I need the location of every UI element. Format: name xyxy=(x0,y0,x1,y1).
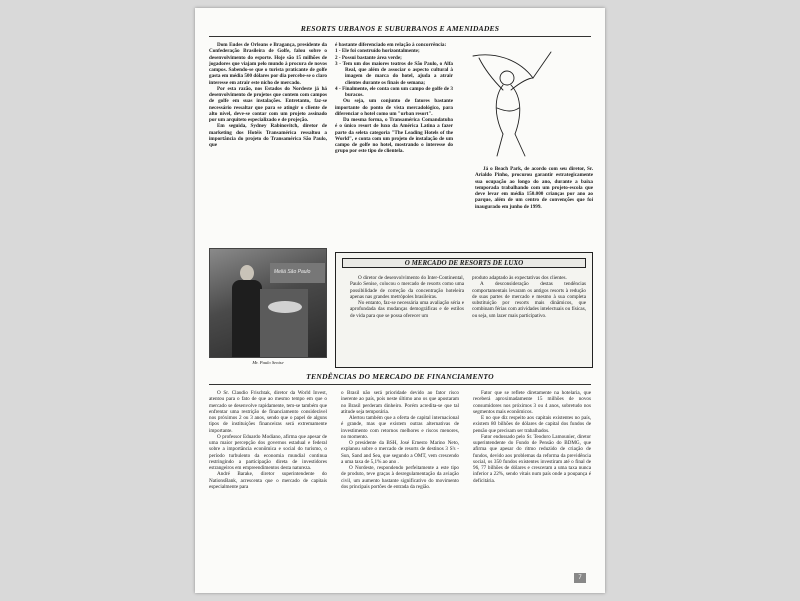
podium xyxy=(260,289,308,358)
page-number: 7 xyxy=(574,573,586,583)
paragraph: Em seguida, Sydney Rabinovitch, diretor de marketing dos Hotéis Transamérica ressaltou a importância do projeto do Transamérica São Paulo, que xyxy=(209,123,327,148)
list-item: 4 - Finalmente, ele conta com um campo de golfe de 3 buracos. xyxy=(335,85,453,98)
paragraph: A desconsideração destas tendências comportamentais levaram os antigos resorts à redução de suas partes de mercado e mesmo à sua completa substituição por resorts mais dinâmicos, que combinam férias com atividades intelectuais ou físicas, ou seja, um lazer mais participativo. xyxy=(472,281,586,319)
paragraph: Alertou também que a oferta de capital internacional é grande, mas que existem outras alternativas de investimento com retornos melhores e riscos menores, no momento. xyxy=(341,415,459,440)
list-item: 1 - Ele foi construído horizontalmente; xyxy=(335,48,420,55)
section-rule xyxy=(209,36,591,37)
list-item: 3 - Tem um dos maiores teatros de São Paulo, o Alfa Real, que além de associar o aspecto cultural à imagem de marca do hotel, ajuda a atrair clientes durante os finais de semana; xyxy=(335,60,453,86)
section-rule xyxy=(209,384,591,385)
magazine-page xyxy=(195,8,605,593)
paragraph: Ou seja, um conjunto de fatores bastante importante do ponto de vista mercadológico, para diferenciar o hotel como um "urban resort". xyxy=(335,98,453,117)
paragraph: Fator endossado pelo Sr. Teodoro Lamounier, diretor superintendente do Fundo de Pensão do BDMG, que afirma que apesar do ritmo reduzido de criação de fundos, devido aos problemas da reforma da previdência social, os 350 fundos existentes investiram até o final de 96, 77 bilhões de dólares e cresceram a uma taxa nunca inferior a 22%, sendo vitais num país onde a poupança é deficitária. xyxy=(473,433,591,484)
box-column-2 xyxy=(472,275,586,319)
section1-column-1 xyxy=(209,42,327,148)
paragraph: Por esta razão, nos Estados do Nordeste já há desenvolvimento de projetos que contem com campos de golfe em suas instalações. Entretanto, faz-se necessário ressaltar que para se atingir o cliente de alto nível, deve-se contar com um projeto assinado por um arquiteto especializado e de projeção. xyxy=(209,85,327,123)
paragraph: O presidente da BSH, José Ernesto Marino Neto, explanou sobre o mercado de resorts de destinos 3 S's - Sun, Sand and Sea, que segundo a OMT, vem crescendo a uma taxa de 5,1% ao ano . xyxy=(341,440,459,465)
section2-column-3 xyxy=(473,390,591,484)
paragraph: Já o Beach Park, de acordo com seu diretor, Sr. Arialdo Pinho, procurou garantir estrategicamente sua ocupação ao longo do ano, durante a baixa temporada trabalhando com um projeto-escola que deve levar em média 150.000 crianças por ano ao parque, além de um centro de convenções que foi inaugurado em junho de 1999. xyxy=(475,166,593,210)
paragraph: é bastante diferenciado em relação à concorrência: xyxy=(335,42,447,48)
paragraph: O Sr. Claudio Frischtak, diretor da World Invest, atentou para o fato de que ao mesmo tempo em que o mercado se desenvolve rapidamente, tem-se também que enfrentar uma restrição de financiamento considerável nos próximos 2 ou 3 anos, sendo que o papel de alguns tipos de instituições financeiras será extremamente importante. xyxy=(209,390,327,434)
speaker-figure xyxy=(232,265,262,358)
paragraph: Da mesma forma, o Transamérica Comandatuba é o único resort de luxo da América Latina a fazer parte da seleta categoria "The Leading Hotels of the World", e conta com um projeto de instalação de um campo de golfe no hotel, mostrando o interesse do grupo por este tipo de clientela. xyxy=(335,117,453,155)
paragraph: produto adaptado às expectativas dos clientes. xyxy=(472,275,567,281)
paragraph: O professor Eduardo Modiano, afirma que apesar de uma maior percepção dos governos estadual e federal sobre a importância econômica e social do turismo, o período turbulento da economia mundial continua restringindo a participação direta de investidores estrangeiros em empreendimentos desta natureza. xyxy=(209,433,327,471)
box-title: O MERCADO DE RESORTS DE LUXO xyxy=(342,258,586,268)
list-item: 2 - Possui bastante área verde; xyxy=(335,54,402,61)
paragraph: Dom Eudes de Orleans e Bragança, presidente da Confederação Brasileira de Golfe, falou sobre o desenvolvimento do esporte. Hoje são 15 milhões de jogadores que viajam pelo mundo à procura de novos campos. Sabendo-se que o turista praticante de golfe gasta em média 500 dólares por dia percebe-se o claro interesse em atrair este nicho de mercado. xyxy=(209,42,327,86)
speaker-photo xyxy=(209,248,327,358)
luxury-resorts-box xyxy=(335,252,593,368)
banner-text: Meliá São Paulo xyxy=(274,269,311,275)
section-title-financiamento: TENDÊNCIAS DO MERCADO DE FINANCIAMENTO xyxy=(306,372,494,381)
paragraph: O Nordeste, respondendo perfeitamente a este tipo de produto, teve graças à desregulamentação da aviação civil, um aumento bastante significativo do movimento dos principais portões de entrada da região. xyxy=(341,465,459,490)
paragraph: O diretor de desenvolvimento do Inter-Continental, Paulo Senise, colocou o mercado de resorts como uma possibilidade de correção da concentração hoteleira apenas nas grandes metrópoles brasileiras. xyxy=(350,275,464,300)
paragraph: Fator que se reflete diretamente na hotelaria, que receberá aproximadamente 15 milhões de novos consumidores nos próximos 3 ou 4 anos, sobretudo nos segmentos mais econômicos. xyxy=(473,390,591,415)
podium-logo xyxy=(268,301,302,313)
section2-column-1 xyxy=(209,390,327,490)
paragraph: o Brasil não será prioridade devido ao fator risco inerente ao país, pois neste último ano os que apostaram no Brasil perderam dinheiro. Porém acredita-se que tal atitude seja temporária. xyxy=(341,390,459,415)
section2-column-2 xyxy=(341,390,459,490)
box-column-1 xyxy=(350,275,464,319)
paragraph: André Barake, diretor superintendente do NationsBank, acrescenta que o mercado de capitais especialmente para xyxy=(209,471,327,490)
paragraph: No entanto, faz-se necessária uma avaliação séria e aprofundada das mudanças demográficas e de estilos de vida para que se possa oferecer um xyxy=(350,300,464,319)
section-title-resorts-urbanos: RESORTS URBANOS E SUBURBANOS E AMENIDADES xyxy=(300,24,500,33)
feature-list xyxy=(335,48,453,98)
photo-caption: Mr. Paulo Senise xyxy=(252,360,284,365)
paragraph: E no que diz respeito aos capitais existentes no país, existem 80 bilhões de dólares de capital dos fundos de pensão que precisam ser trabalhados. xyxy=(473,415,591,434)
section1-column-3 xyxy=(475,166,593,210)
section1-column-2 xyxy=(335,42,453,155)
golfer-illustration xyxy=(463,48,555,158)
